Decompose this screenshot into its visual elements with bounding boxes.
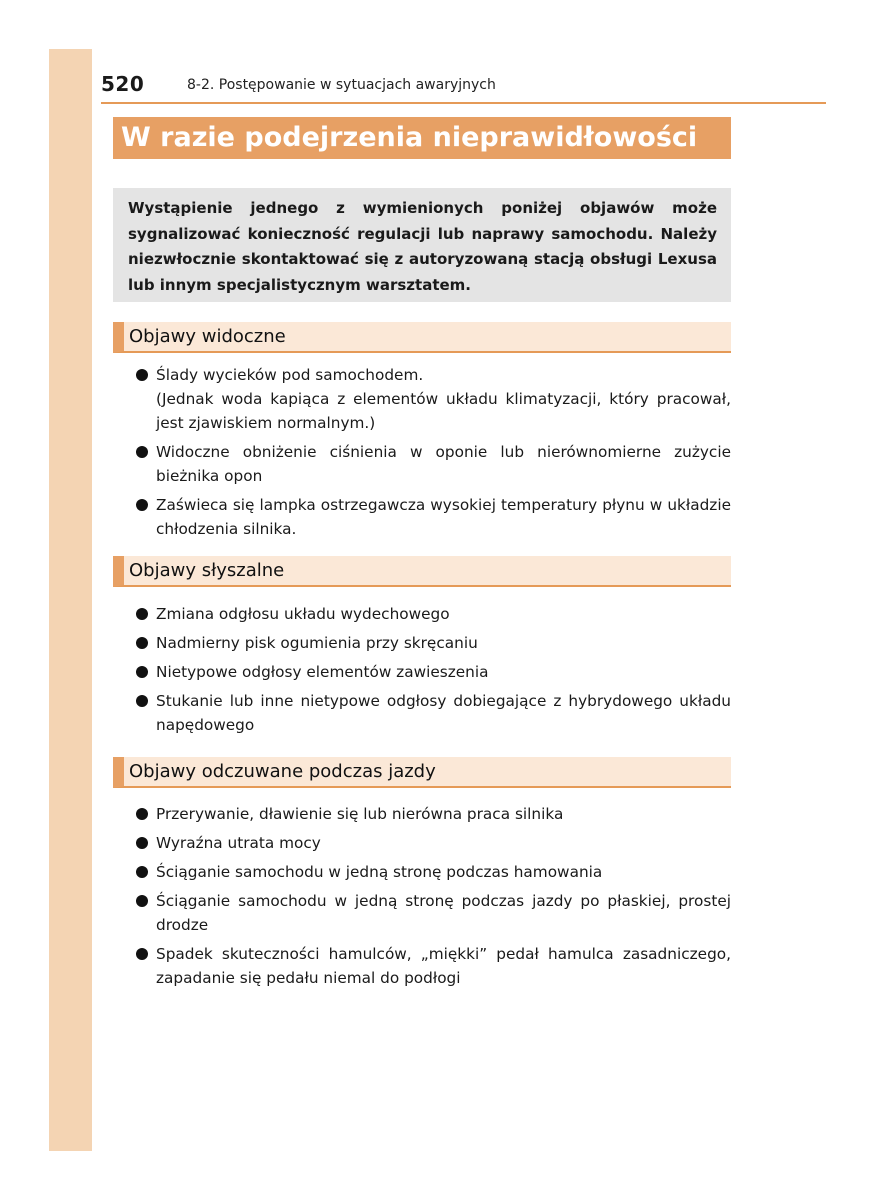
list-item-text: Ściąganie samochodu w jedną stronę podczas jazdy po płaskiej, prostej drodze	[156, 892, 731, 934]
list-item	[135, 363, 731, 435]
list-item-text: Stukanie lub inne nietypowe odgłosy dobiegające z hybrydowego układu napędowego	[156, 692, 731, 734]
list-item	[135, 440, 731, 488]
list-item	[135, 660, 731, 684]
intro-note: Wystąpienie jednego z wymienionych poniżej objawów może sygnalizować konieczność regulacji lub naprawy samochodu. Należy niezwłocznie skontaktować się z autoryzowaną stacją obsługi Lexusa lub innym specjalistycznym warsztatem.	[113, 188, 731, 302]
list-item	[135, 889, 731, 937]
side-tab-strip	[49, 49, 92, 1151]
list-item-text: Nietypowe odgłosy elementów zawieszenia	[156, 663, 489, 681]
page-title: W razie podejrzenia nieprawidłowości	[113, 117, 731, 159]
list-item	[135, 493, 731, 541]
list-item-text: Ściąganie samochodu w jedną stronę podczas hamowania	[156, 863, 603, 881]
section-driving-symptoms	[113, 757, 731, 987]
list-item	[135, 631, 731, 655]
section-heading: Objawy widoczne	[113, 322, 731, 353]
list-item-text: Ślady wycieków pod samochodem.	[156, 366, 424, 384]
list-item-text: Spadek skuteczności hamulców, „miękki” pedał hamulca zasadniczego, zapadanie się pedału niemal do podłogi	[156, 945, 731, 987]
section-heading: Objawy słyszalne	[113, 556, 731, 587]
page-header	[101, 72, 826, 104]
section-audible-symptoms	[113, 556, 731, 734]
page-number: 520	[101, 72, 145, 96]
list-item-text: Widoczne obniżenie ciśnienia w oponie lub nierównomierne zużycie bieżnika opon	[156, 443, 731, 485]
symptom-list	[135, 602, 731, 742]
section-visible-symptoms	[113, 322, 731, 538]
symptom-list	[135, 802, 731, 995]
chapter-title: 8-2. Postępowanie w sytuacjach awaryjnych	[187, 77, 496, 93]
list-item	[135, 860, 731, 884]
symptom-list	[135, 363, 731, 546]
list-item-text: Przerywanie, dławienie się lub nierówna praca silnika	[156, 805, 564, 823]
list-item-text: Zaświeca się lampka ostrzegawcza wysokiej temperatury płynu w układzie chłodzenia silnika.	[156, 496, 731, 538]
list-item	[135, 689, 731, 737]
section-heading: Objawy odczuwane podczas jazdy	[113, 757, 731, 788]
list-item	[135, 602, 731, 626]
list-item-note: (Jednak woda kapiąca z elementów układu klimatyzacji, który pracował, jest zjawiskiem normalnym.)	[156, 390, 731, 432]
list-item-text: Zmiana odgłosu układu wydechowego	[156, 605, 450, 623]
list-item	[135, 942, 731, 990]
list-item	[135, 831, 731, 855]
list-item-text: Nadmierny pisk ogumienia przy skręcaniu	[156, 634, 478, 652]
list-item	[135, 802, 731, 826]
list-item-text: Wyraźna utrata mocy	[156, 834, 321, 852]
